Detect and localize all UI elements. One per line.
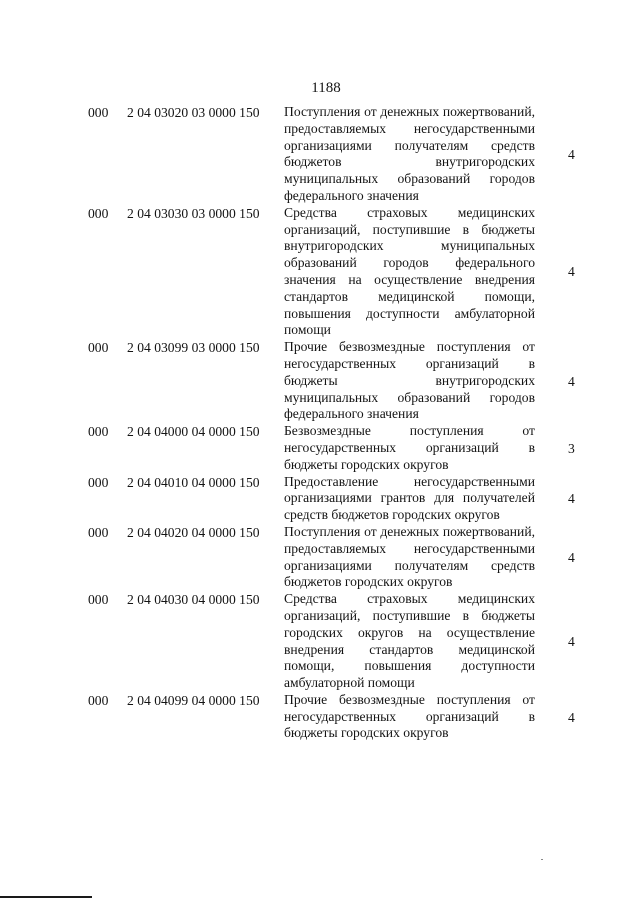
row-description: Поступления от денежных пожертвований, предоставляемых негосударственными организациями получателям средств бюджетов городских округов [284,523,535,590]
row-level: 4 [568,146,575,162]
row-level: 4 [568,709,575,725]
classification-code: 2 04 04000 04 0000 150 [127,424,260,440]
classification-code: 2 04 04020 04 0000 150 [127,524,260,540]
table-row [0,692,640,742]
row-level: 4 [568,491,575,507]
row-description: Прочие безвозмездные поступления от негосударственных организаций в бюджеты городских округов [284,691,535,741]
admin-code: 000 [88,205,109,221]
row-level: 4 [568,373,575,389]
footnote-rule [0,896,92,898]
table-row [0,104,640,205]
admin-code: 000 [88,592,109,608]
row-description: Безвозмездные поступления от негосударственных организаций в бюджеты городских округов [284,423,535,472]
row-description: Поступления от денежных пожертвований, предоставляемых негосударственными организациями получателям средств бюджетов внутригородских муниципальных образований городов федерального значения [284,104,535,203]
row-level: 4 [568,264,575,280]
page-number: 1188 [311,80,341,96]
scan-speck [541,859,543,860]
table-row [0,205,640,339]
classification-table [0,104,640,742]
classification-code: 2 04 04030 04 0000 150 [127,592,260,608]
table-row [0,524,640,591]
row-description: Средства страховых медицинских организаций, поступившие в бюджеты городских округов на осуществление внедрения стандартов медицинской помощи, повышения доступности амбулаторной помощи [284,591,535,691]
admin-code: 000 [88,340,109,356]
classification-code: 2 04 03020 03 0000 150 [127,105,260,120]
admin-code: 000 [88,692,109,708]
admin-code: 000 [88,524,109,540]
row-description: Предоставление негосударственными организациями грантов для получателей средств бюджетов городских округов [284,473,535,523]
classification-code: 2 04 04010 04 0000 150 [127,474,260,490]
row-description: Средства страховых медицинских организаций, поступившие в бюджеты внутригородских муниципальных образований городов федерального значения на осуществление внедрения стандартов медицинской помощи, повышения доступности амбулаторной помощи [284,204,535,338]
classification-code: 2 04 03030 03 0000 150 [127,205,260,221]
row-description: Прочие безвозмездные поступления от негосударственных организаций в бюджеты внутригородских муниципальных образований городов федерального значения [284,339,535,422]
admin-code: 000 [88,424,109,440]
table-row [0,591,640,692]
classification-code: 2 04 03099 03 0000 150 [127,340,260,356]
admin-code: 000 [88,105,109,120]
row-level: 4 [568,634,575,649]
classification-code: 2 04 04099 04 0000 150 [127,692,260,708]
table-row [0,474,640,524]
row-level: 3 [568,440,575,456]
table-row [0,423,640,473]
row-level: 4 [568,550,575,566]
admin-code: 000 [88,474,109,490]
table-row [0,339,640,423]
